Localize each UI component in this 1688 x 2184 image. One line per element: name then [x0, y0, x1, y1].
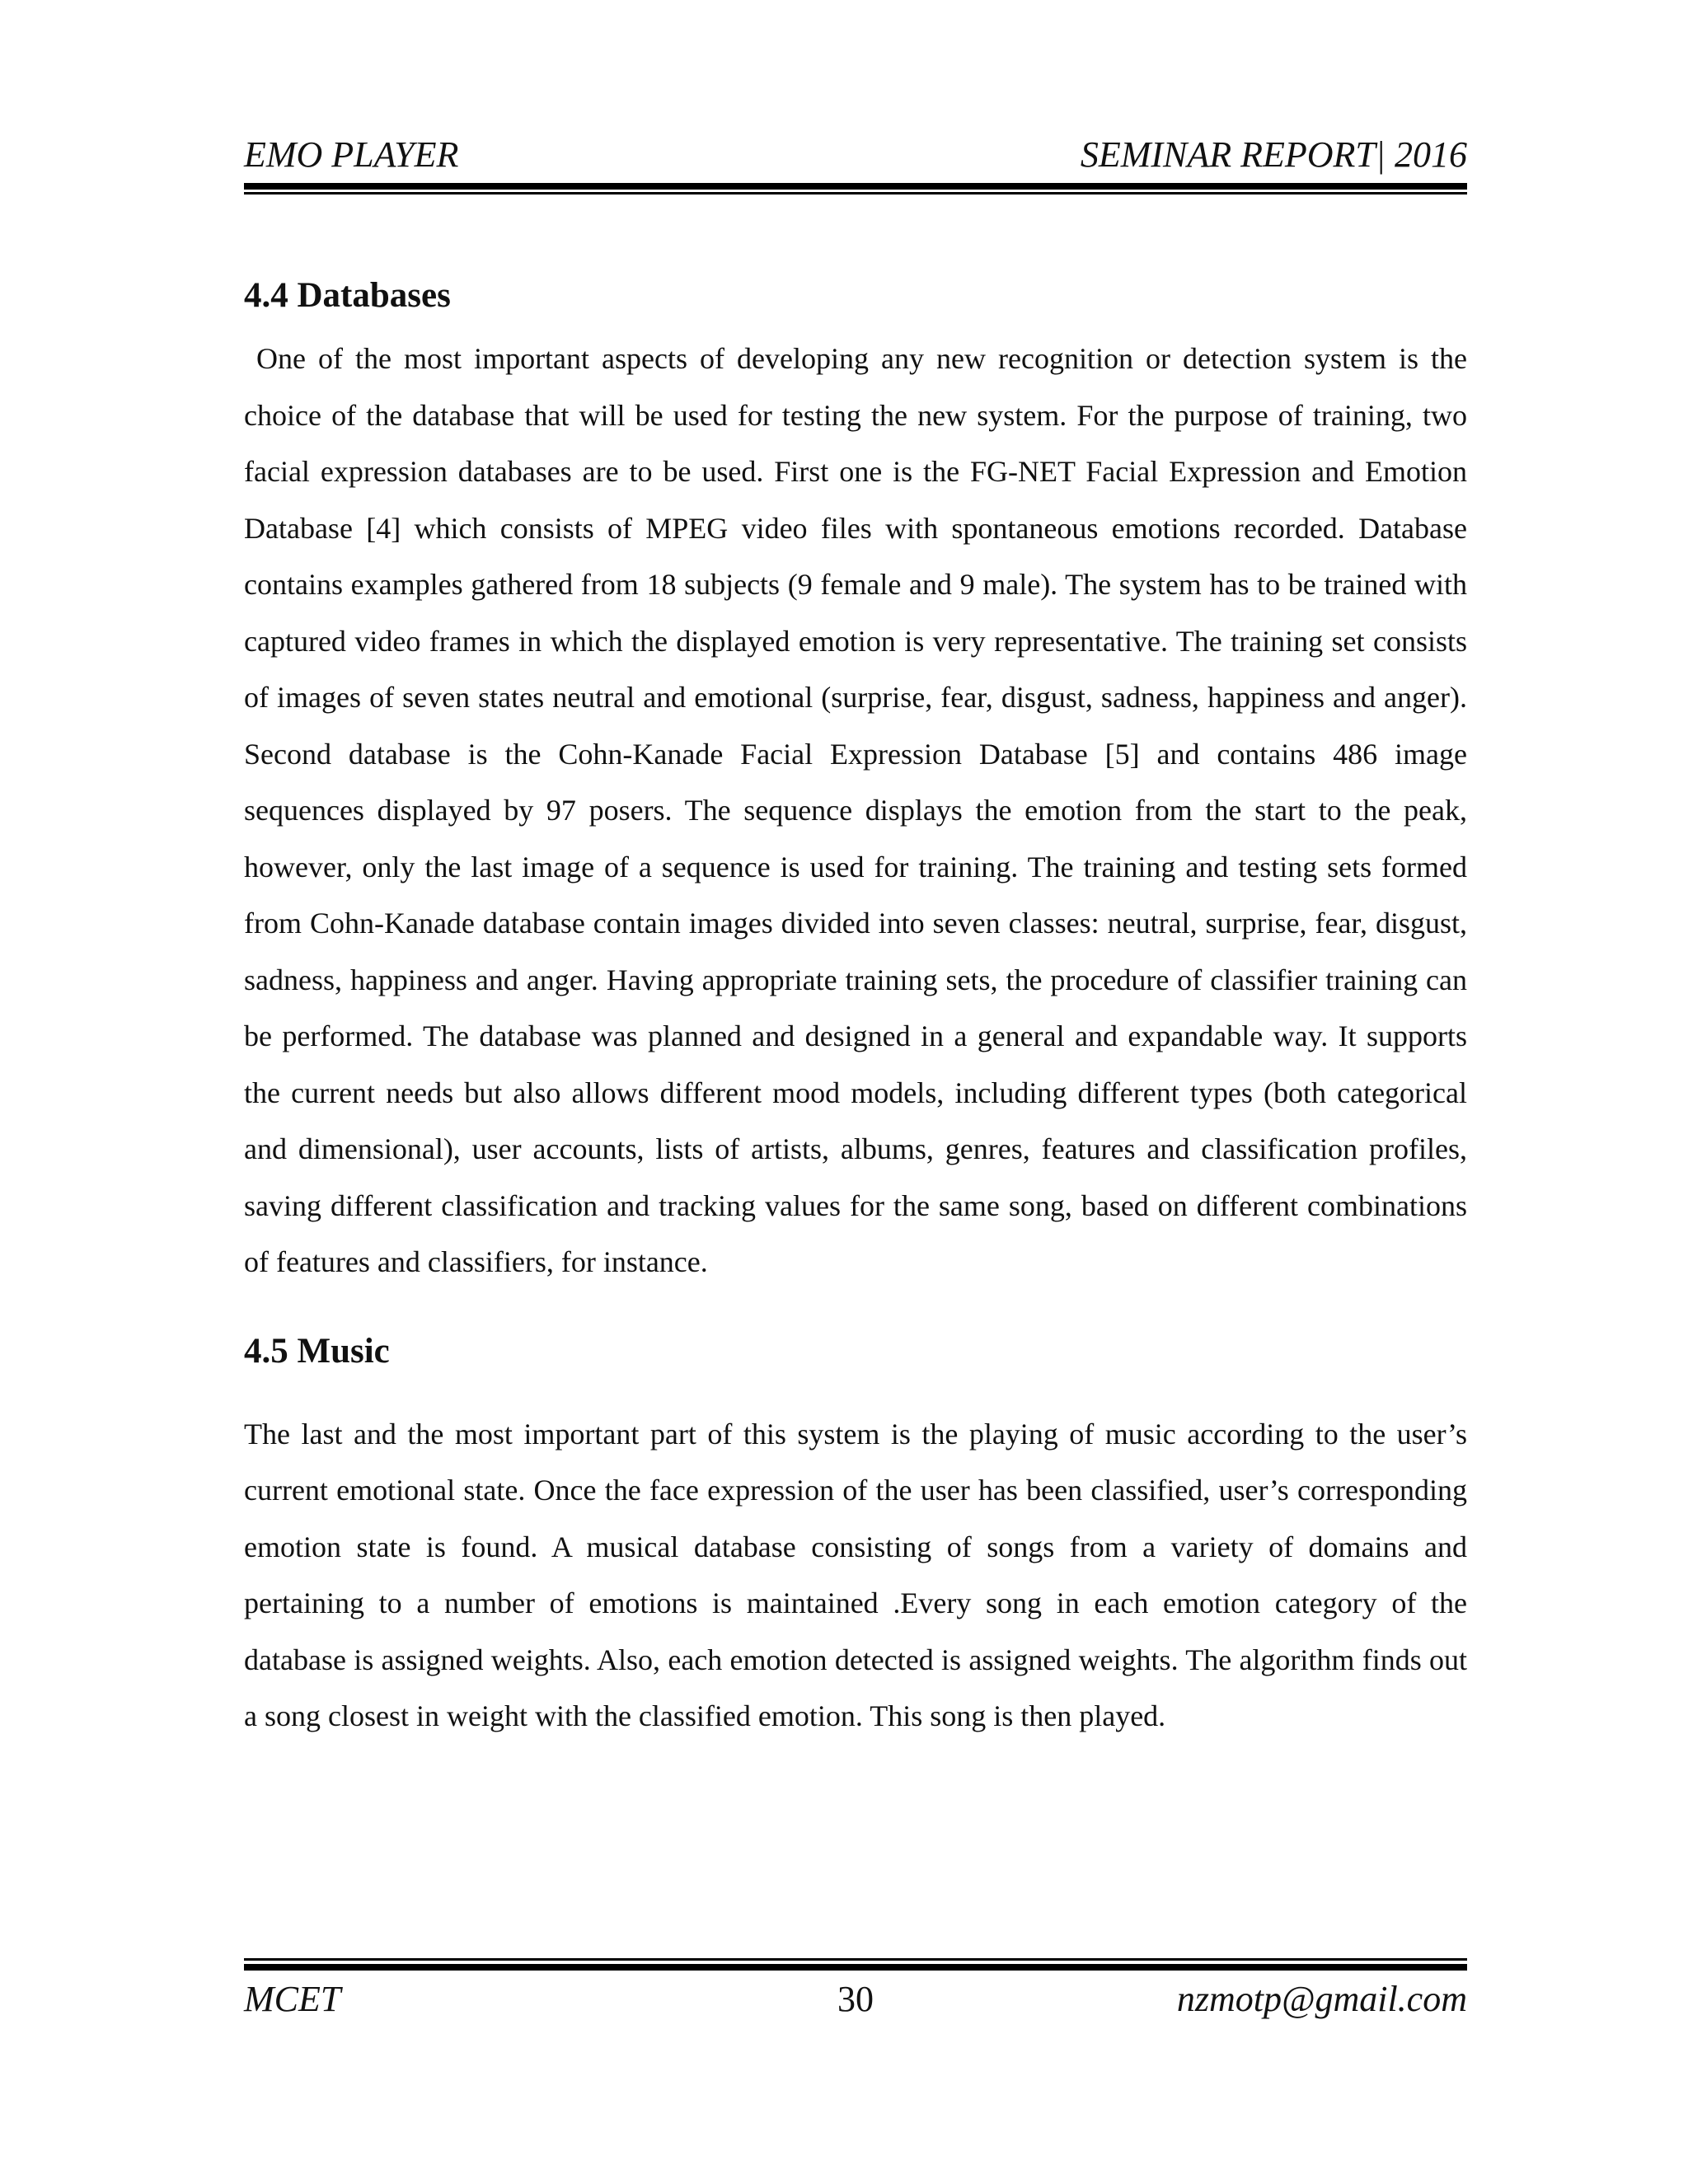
header-rule-thick — [244, 183, 1467, 190]
footer-email: nzmotp@gmail.com — [1176, 1979, 1467, 2019]
footer-rule-thin — [244, 1958, 1467, 1961]
header-report-label: SEMINAR REPORT| 2016 — [1080, 134, 1467, 175]
section-heading-databases: 4.4 Databases — [244, 276, 451, 315]
page-content — [244, 268, 1467, 1745]
section-paragraph-music: The last and the most important part of this system is the playing of music according to the user’s current emotional state. Once the face expression of the user has been classified, user’s corresponding emotion state is found. A musical database consisting of songs from a variety of domains and pertaining to a number of emotions is maintained .Every song in each emotion category of the database is assigned weights. Also, each emotion detected is assigned weights. The algorithm finds out a song closest in weight with the classified emotion. This song is then played. — [244, 1417, 1467, 1732]
page-header — [244, 130, 1467, 180]
header-title: EMO PLAYER — [244, 134, 459, 175]
page-number: 30 — [837, 1979, 874, 2019]
header-rule-thin — [244, 192, 1467, 194]
section-heading-music: 4.5 Music — [244, 1331, 390, 1371]
section-paragraph-databases: One of the most important aspects of developing any new recognition or detection system is the choice of the database that will be used for testing the new system. For the purpose of training, two facial expression databases are to be used. First one is the FG-NET Facial Expression and Emotion Database [4] which consists of MPEG video files with spontaneous emotions recorded. Database contains examples gathered from 18 subjects (9 female and 9 male). The system has to be trained with captured video frames in which the displayed emotion is very representative. The training set consists of images of seven states neutral and emotional (surprise, fear, disgust, sadness, happiness and anger). Second database is the Cohn-Kanade Facial Expression Database [5] and contains 486 image sequences displayed by 97 posers. The sequence displays the emotion from the start to the peak, however, only the last image of a sequence is used for training. The training and testing sets formed from Cohn-Kanade database contain images divided into seven classes: neutral, surprise, fear, disgust, sadness, happiness and anger. Having appropriate training sets, the procedure of classifier training can be performed. The database was planned and designed in a general and expandable way. It supports the current needs but also allows different mood models, including different types (both categorical and dimensional), user accounts, lists of artists, albums, genres, features and classification profiles, saving different classification and tracking values for the same song, based on different combinations of features and classifiers, for instance. — [244, 342, 1467, 1278]
footer-rule-thick — [244, 1964, 1467, 1971]
footer-institution: MCET — [244, 1979, 341, 2019]
page-footer — [244, 1975, 1467, 2024]
